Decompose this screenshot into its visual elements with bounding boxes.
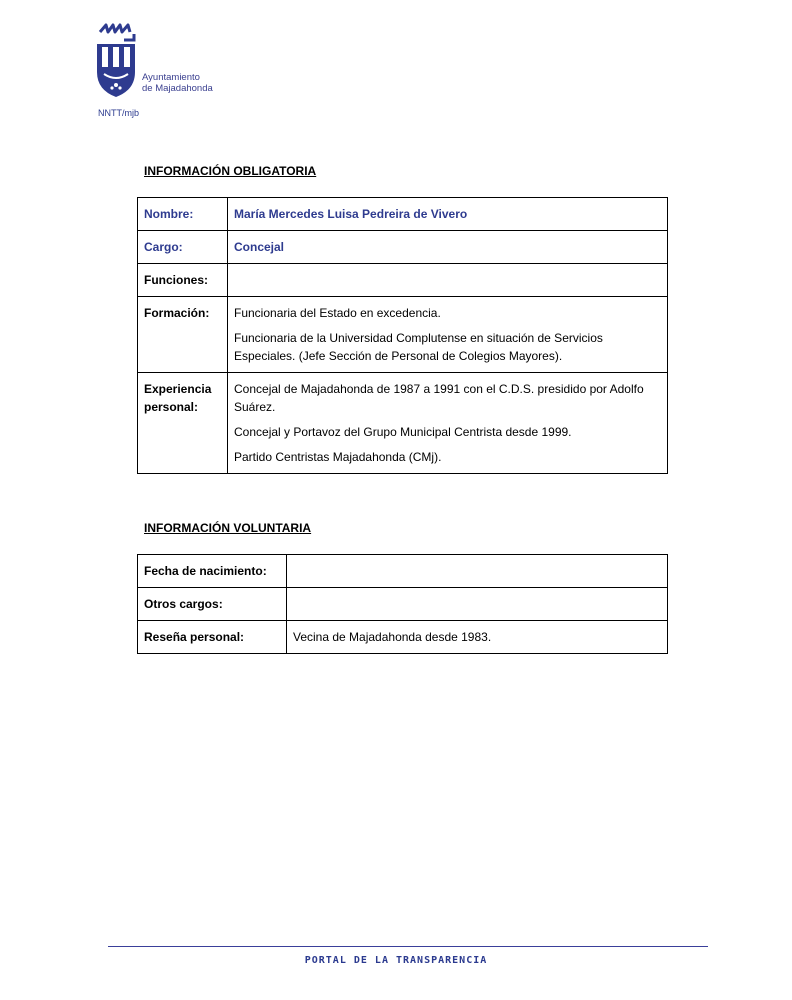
table-row-otros-cargos <box>138 588 668 621</box>
table-row-funciones <box>138 264 668 297</box>
value-cargo: Concejal <box>228 231 668 264</box>
label-funciones: Funciones: <box>138 264 228 297</box>
org-name-line1: Ayuntamiento <box>142 72 200 83</box>
mandatory-info-table <box>137 197 668 474</box>
table-row-experiencia <box>138 373 668 474</box>
value-nombre: María Mercedes Luisa Pedreira de Vivero <box>228 198 668 231</box>
ayuntamiento-logo <box>94 22 224 102</box>
label-cargo: Cargo: <box>138 231 228 264</box>
table-row-nombre <box>138 198 668 231</box>
label-otros-cargos: Otros cargos: <box>138 588 287 621</box>
footer-divider <box>108 946 708 947</box>
table-row-formacion <box>138 297 668 373</box>
label-resena-personal: Reseña personal: <box>138 621 287 654</box>
formacion-item: Funcionaria del Estado en excedencia. <box>234 306 441 320</box>
experiencia-item: Concejal y Portavoz del Grupo Municipal Centrista desde 1999. <box>234 425 572 439</box>
mandatory-section-title: INFORMACIÓN OBLIGATORIA <box>144 164 317 178</box>
experiencia-item: Concejal de Majadahonda de 1987 a 1991 con el C.D.S. presidido por Adolfo Suárez. <box>234 382 644 414</box>
experiencia-item: Partido Centristas Majadahonda (CMj). <box>234 450 442 464</box>
label-experiencia: Experiencia personal: <box>138 373 228 474</box>
voluntary-info-table <box>137 554 668 654</box>
value-resena-personal: Vecina de Majadahonda desde 1983. <box>287 621 668 654</box>
formacion-item: Funcionaria de la Universidad Complutense en situación de Servicios Especiales. (Jefe Sección de Personal de Colegios Mayores). <box>234 331 603 363</box>
org-name <box>142 72 213 94</box>
label-nombre: Nombre: <box>138 198 228 231</box>
table-row-cargo <box>138 231 668 264</box>
value-experiencia <box>228 373 668 474</box>
value-formacion <box>228 297 668 373</box>
footer-portal-title: PORTAL DE LA TRANSPARENCIA <box>304 955 488 966</box>
table-row-resena-personal <box>138 621 668 654</box>
value-funciones <box>228 264 668 297</box>
majadahonda-shield-icon <box>94 22 138 100</box>
document-reference: NNTT/mjb <box>98 108 139 118</box>
voluntary-section-title: INFORMACIÓN VOLUNTARIA <box>144 521 312 535</box>
value-fecha-nacimiento <box>287 555 668 588</box>
table-row-fecha-nacimiento <box>138 555 668 588</box>
label-fecha-nacimiento: Fecha de nacimiento: <box>138 555 287 588</box>
label-formacion: Formación: <box>138 297 228 373</box>
value-otros-cargos <box>287 588 668 621</box>
org-name-line2: de Majadahonda <box>142 83 213 94</box>
